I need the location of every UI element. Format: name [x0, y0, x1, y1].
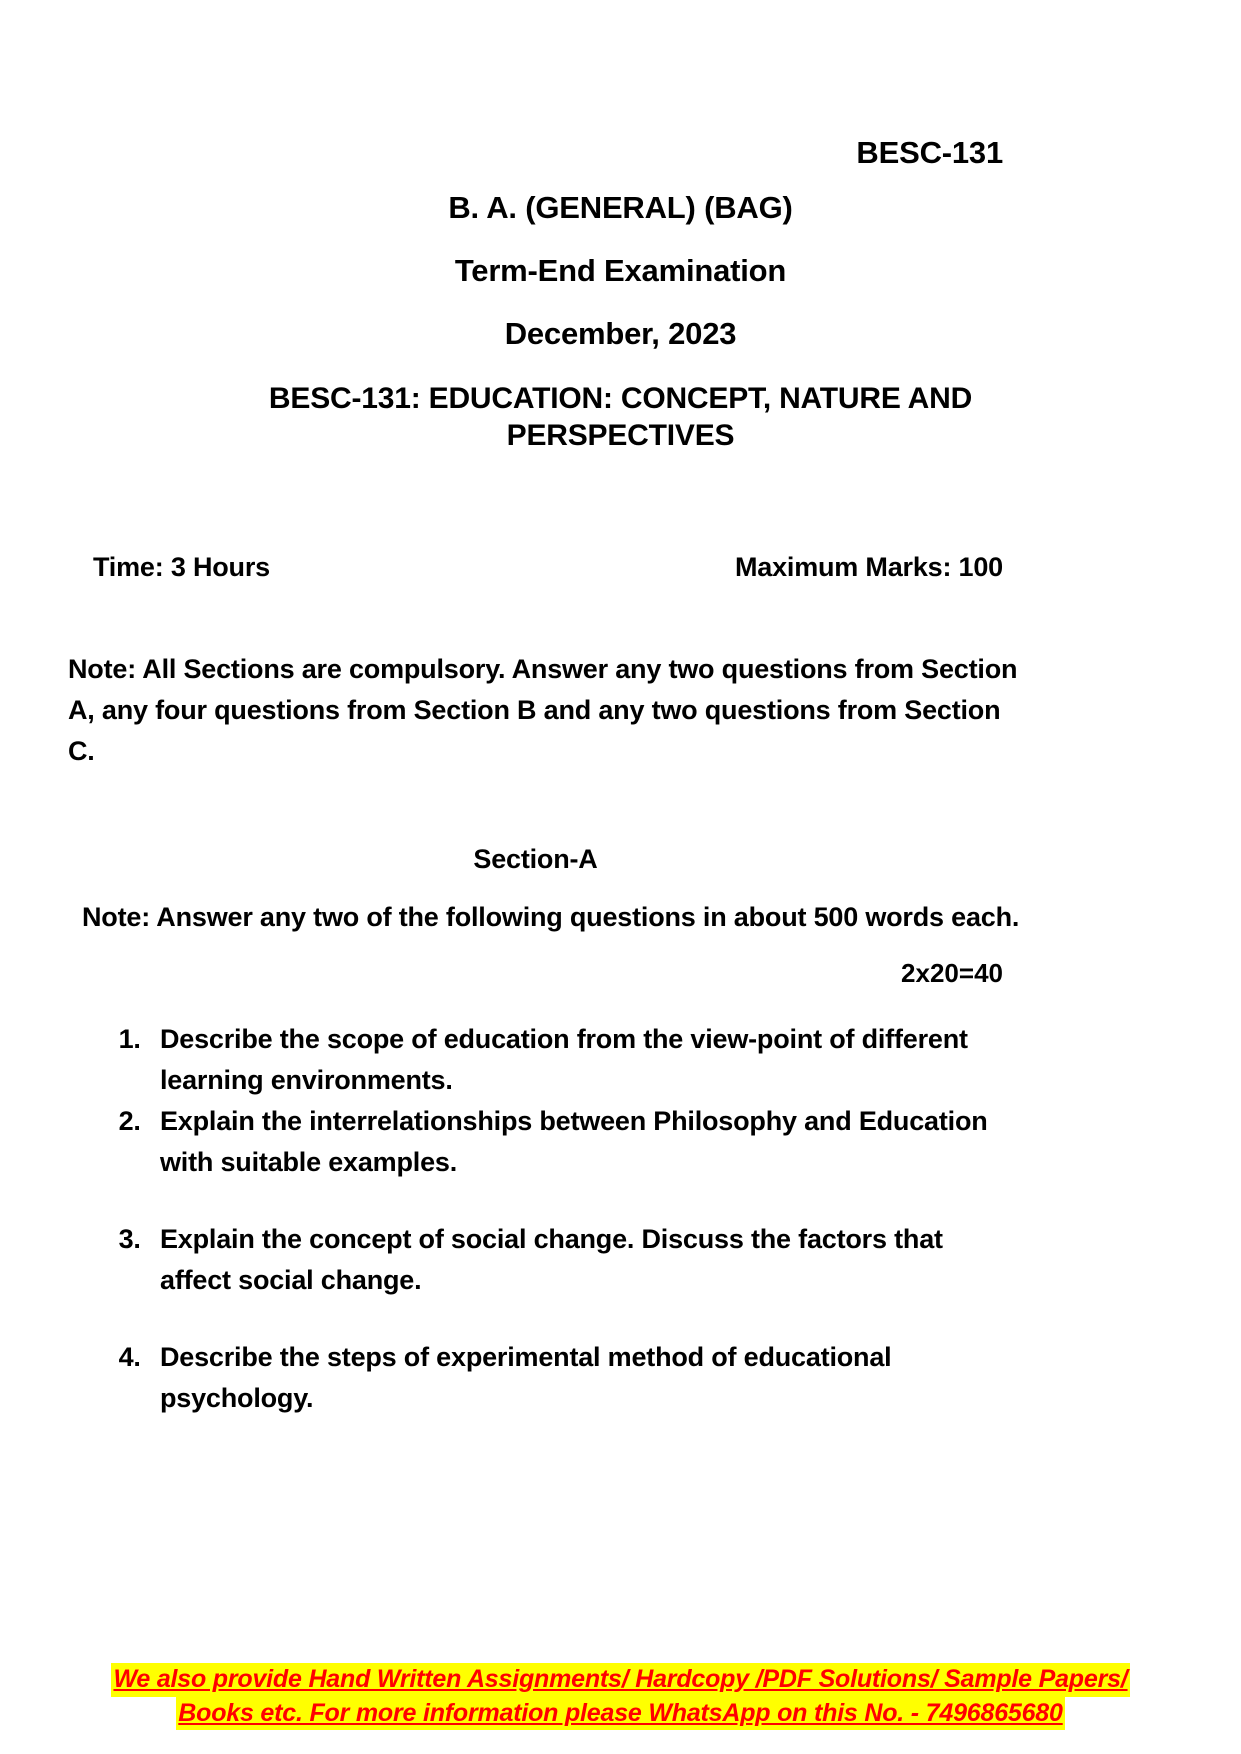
section-a-note: Note: Answer any two of the following questions in about 500 words each.	[82, 902, 1020, 933]
section-a-marks: 2x20=40	[901, 957, 1003, 988]
course-code: BESC-131	[856, 135, 1003, 170]
section-a-question-list	[0, 1019, 1241, 1419]
exam-meta-row	[0, 552, 1241, 583]
question-item: 3. Explain the concept of social change. Discuss the factors that affect social change.	[148, 1219, 990, 1301]
section-a-heading: Section-A	[473, 844, 598, 875]
title-block	[0, 192, 1241, 454]
question-item: 2. Explain the interrelationships between Philosophy and Education with suitable examples.	[148, 1101, 990, 1183]
exam-type-title: Term-End Examination	[454, 253, 787, 289]
exam-duration: Time: 3 Hours	[93, 552, 270, 583]
footer-line-1: We also provide Hand Written Assignments/ Hardcopy /PDF Solutions/ Sample Papers/	[111, 1663, 1129, 1697]
footer-line-2: Books etc. For more information please WhatsApp on this No. - 7496865680	[176, 1697, 1064, 1731]
footer-line-1-row	[0, 1663, 1241, 1697]
programme-title: B. A. (GENERAL) (BAG)	[448, 190, 793, 226]
footer-line-2-row	[0, 1697, 1241, 1731]
exam-maximum-marks: Maximum Marks: 100	[734, 552, 1003, 583]
promotional-footer-banner	[0, 1663, 1241, 1730]
general-instructions-note: Note: All Sections are compulsory. Answer any two questions from Section A, any four questions from Section B and any two questions from Section C.	[68, 654, 1018, 767]
subject-title: BESC-131: EDUCATION: CONCEPT, NATURE AND PERSPECTIVES	[268, 382, 973, 452]
exam-session-title: December, 2023	[504, 316, 737, 352]
question-item: 4. Describe the steps of experimental method of educational psychology.	[148, 1337, 990, 1419]
question-item: 1. Describe the scope of education from the view-point of different learning environments.	[148, 1019, 990, 1101]
